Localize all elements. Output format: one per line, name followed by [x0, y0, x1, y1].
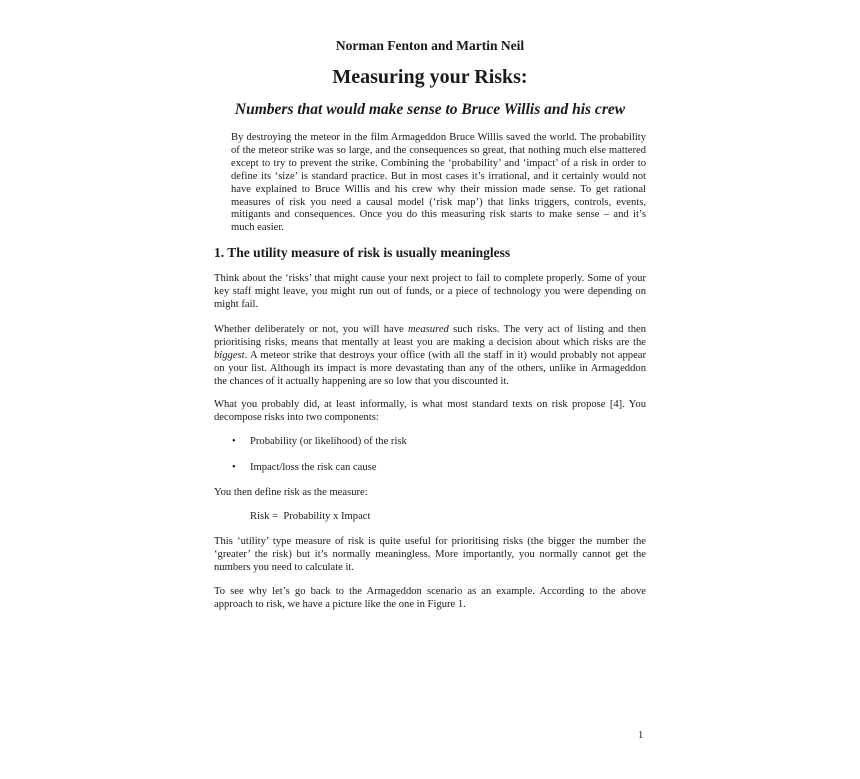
paragraph-text: such risks. The very act of listing and then prioritising risks, means that mentally at least you are making a decision about which risks are the [214, 324, 646, 348]
page-number: 1 [638, 730, 644, 741]
paragraph-standard-texts: What you probably did, at least informally, is what most standard texts on risk propose [4]. You decompose risks into two components: [214, 399, 646, 423]
list-item-text: Impact/loss the risk can cause [250, 462, 377, 473]
paragraph-text: Whether deliberately or not, you will have [214, 324, 409, 335]
emphasis-text: biggest [214, 349, 245, 361]
risk-formula: Risk = Probability x Impact [250, 511, 371, 522]
author-line: Norman Fenton and Martin Neil [335, 38, 525, 53]
section-heading: 1. The utility measure of risk is usually meaningless [214, 245, 511, 260]
paragraph-measured-risks [214, 324, 646, 389]
paragraph-define-risk: You then define risk as the measure: [214, 487, 368, 498]
bullet-icon: • [232, 462, 236, 473]
paragraph-risks-intro: Think about the ‘risks’ that might cause your next project to fail to complete properly. Some of your key staff might leave, you might run out of funds, or a piece of technology you were depending on might fail. [214, 273, 646, 310]
list-item-text: Probability (or likelihood) of the risk [250, 436, 407, 447]
paragraph-text: . A meteor strike that destroys your office (with all the staff in it) would probably not appear on your list. Although its impact is more devastating than any of the others, unlike in Armageddon the chances of it actually happening are so low that you discounted it. [214, 349, 646, 387]
emphasis-text: measured [408, 324, 449, 335]
paragraph-armageddon-scenario: To see why let’s go back to the Armageddon scenario as an example. According to the above approach to risk, we have a picture like the one in Figure 1. [214, 586, 646, 610]
abstract-paragraph: By destroying the meteor in the film Armageddon Bruce Willis saved the world. The probability of the meteor strike was so large, and the consequences so great, that nothing much else mattered except to try to prevent the strike. Combining the ‘probability’ and ‘impact’ of a risk in order to define its ‘size’ is standard practice. But in most cases it’s irrational, and it certainly would not have explained to Bruce Willis and his crew why their mission made sense. To get rational measures of risk you need a causal model (‘risk map’) that links triggers, controls, events, mitigants and consequences. Once you do this measuring risk starts to make sense – and it’s much easier. [231, 132, 646, 234]
paper-subtitle: Numbers that would make sense to Bruce Willis and his crew [234, 101, 626, 118]
bullet-icon: • [232, 436, 236, 447]
paragraph-utility-measure: This ‘utility’ type measure of risk is quite useful for prioritising risks (the bigger the number the ‘greater’ the risk) but it’s normally meaningless. More importantly, you normally cannot get the numbers you need to calculate it. [214, 536, 646, 573]
paper-title: Measuring your Risks: [332, 66, 528, 88]
